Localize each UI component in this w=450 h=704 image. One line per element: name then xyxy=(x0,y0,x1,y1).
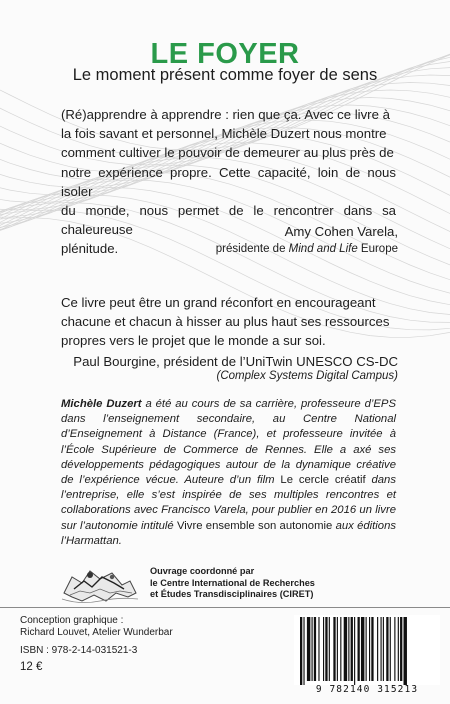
isbn: ISBN : 978-2-14-031521-3 xyxy=(20,645,138,656)
role-organization: Mind and Life xyxy=(288,243,358,255)
barcode-icon xyxy=(294,615,440,685)
text-line: (Ré)apprendre à apprendre : rien que ça. Avec ce livre à xyxy=(61,107,390,122)
author-name: Michèle Duzert xyxy=(61,398,142,410)
bio-text-3: aux éditions l’Harmattan. xyxy=(61,519,397,547)
design-credit-value: Richard Louvet, Atelier Wunderbar xyxy=(20,627,173,638)
quote-2-text xyxy=(61,293,396,351)
book-title: LE FOYER xyxy=(150,38,300,70)
coordination-line: Ouvrage coordonné par xyxy=(150,566,255,576)
ciret-logo-icon xyxy=(60,563,140,607)
text-line: notre expérience propre. Cette capacité, loin de nous isoler xyxy=(61,164,396,199)
text-line: plénitude. xyxy=(61,241,119,257)
text-line: du monde, nous permet de le rencontrer dans sa chaleureuse xyxy=(61,203,396,238)
quote-1-role xyxy=(216,243,398,255)
price: 12 € xyxy=(20,661,43,673)
coordination-line: le Centre International de Recherches xyxy=(150,577,315,588)
barcode-digits: 9 782140 315213 xyxy=(315,684,419,695)
author-biography xyxy=(61,397,396,549)
quote-1-author: Amy Cohen Varela, xyxy=(284,224,398,239)
bio-text-2: dans l’entreprise, elle s’est inspirée de ses multiples rencontres et collaborations avec Francisco Varela, pour publier en 2016 un livre sur l’autonomie intitulé xyxy=(61,474,396,532)
book-subtitle: Le moment présent comme foyer de sens xyxy=(72,66,378,84)
text-line: la fois savant et personnel, Michèle Duzert nous montre xyxy=(61,126,387,142)
quote-2-author: Paul Bourgine, président de l’UniTwin UNESCO CS-DC xyxy=(73,354,398,369)
book-reference: Vivre ensemble son autonomie xyxy=(176,519,333,532)
role-prefix: présidente de xyxy=(215,243,289,255)
film-title: Le cercle créatif xyxy=(280,474,366,487)
bio-text-1: a été au cours de sa carrière, professeure d’EPS dans l’enseignement secondaire, au Centre National d’Enseignement à Distance (France), et professeure invitée à l’École Supérieure de Commerce de Rennes. Elle a axé ses développements pédagogiques autour de la dynamique créative de l’expérience vécue. Auteure d’un film xyxy=(61,398,396,487)
coordination-line: et Études Transdisciplinaires (CIRET) xyxy=(150,589,314,599)
divider xyxy=(0,607,450,608)
text-line: Ce livre peut être un grand réconfort en encourageant xyxy=(61,295,376,310)
text-line: comment cultiver le pouvoir de demeurer au plus près de xyxy=(61,145,394,161)
quote-2-role: (Complex Systems Digital Campus) xyxy=(216,370,398,382)
role-suffix: Europe xyxy=(357,243,398,255)
text-line: propres vers le projet que le monde a sur soi. xyxy=(61,333,326,349)
text-line: chacune et chacun à hisser au plus haut ses ressources xyxy=(61,314,390,330)
design-credit-label: Conception graphique : xyxy=(20,615,124,626)
coordination-credit xyxy=(150,566,390,601)
